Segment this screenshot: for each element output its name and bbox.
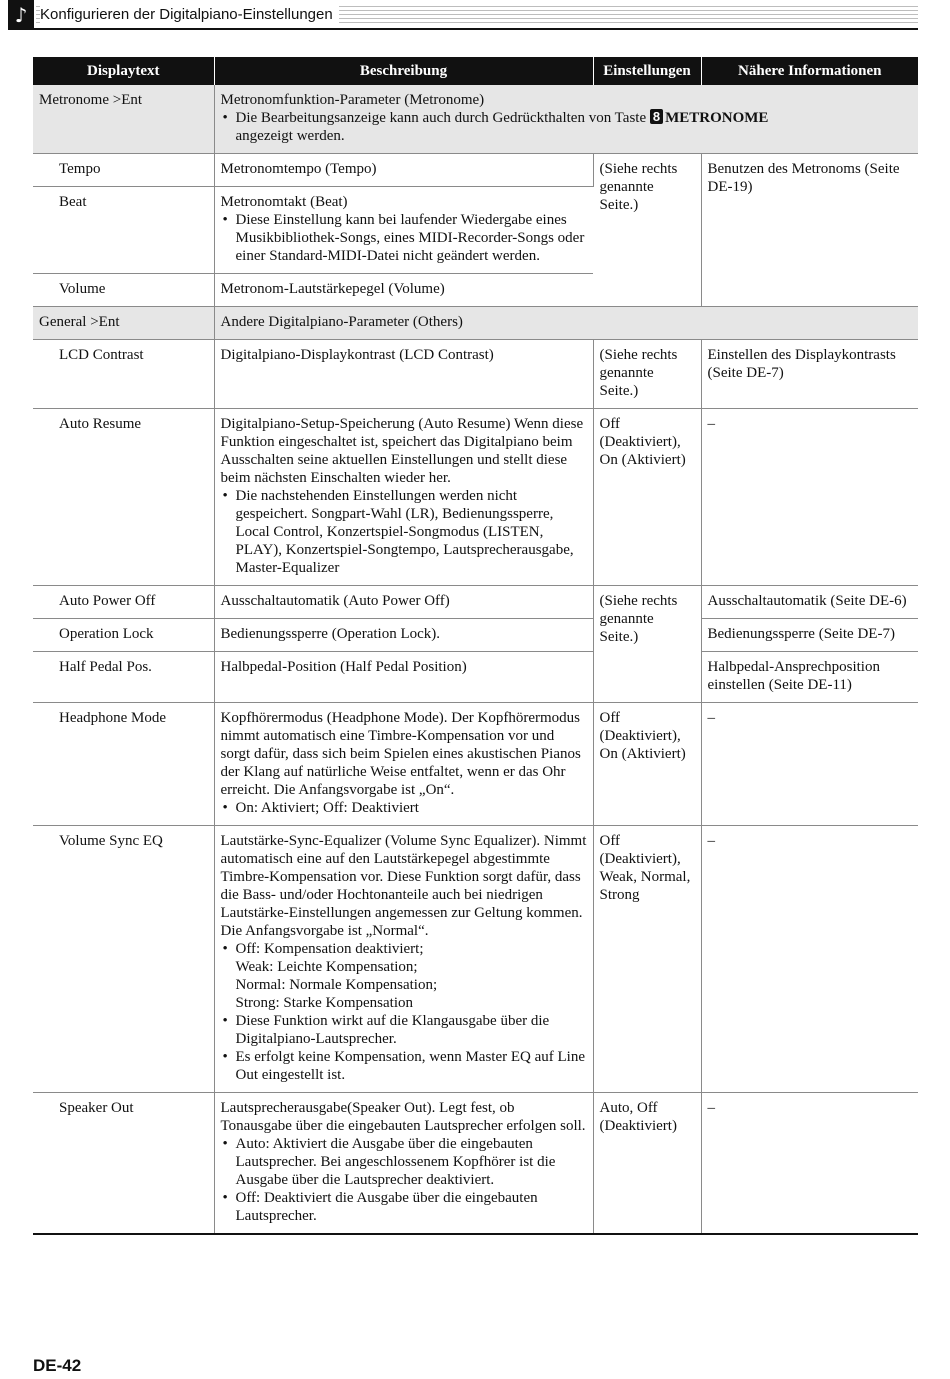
cell-name: Auto Resume — [33, 409, 214, 586]
table-header-row — [33, 57, 918, 85]
cell-name: Auto Power Off — [33, 586, 214, 619]
page-number: DE-42 — [33, 1356, 82, 1375]
bullet-item: • Es erfolgt keine Kompensation, wenn Master EQ auf Line Out eingestellt ist. — [221, 1048, 587, 1084]
cell-name: Metronome >Ent — [33, 85, 214, 154]
settings-table — [33, 57, 918, 1235]
page-title: Konfigurieren der Digitalpiano-Einstellungen — [40, 6, 339, 23]
cell-name: Volume Sync EQ — [33, 826, 214, 1093]
bullet-line: Normal: Normale Kompensation; — [235, 977, 438, 993]
table-row-metronome — [33, 85, 918, 154]
cell-description: Halbpedal-Position (Half Pedal Position) — [214, 652, 593, 703]
cell-name: LCD Contrast — [33, 340, 214, 409]
table-row-general — [33, 307, 918, 340]
cell-description: Digitalpiano-Displaykontrast (LCD Contrast) — [214, 340, 593, 409]
cell-description — [214, 187, 593, 274]
description-text: Kopfhörermodus (Headphone Mode). Der Kopfhörermodus nimmt automatisch eine Timbre-Kompensation vor und sorgt dafür, dass sich beim Spielen eines akustischen Pianos der Klang auf natürliche Weise entfaltet, wenn er das Ohr erreicht. Die Anfangsvorgabe ist „On“. — [220, 710, 581, 798]
bullet-item: • Auto: Aktiviert die Ausgabe über die eingebauten Lautsprecher. Bei angeschlossenem Kopfhörer ist die Ausgabe über die Lautsprecher deaktiviert. — [221, 1135, 587, 1189]
bullet-list — [221, 1135, 587, 1225]
cell-description — [214, 1093, 593, 1235]
bullet-list — [221, 109, 913, 145]
cell-name: Beat — [33, 187, 214, 274]
cell-info: Bedienungssperre (Seite DE-7) — [701, 619, 918, 652]
column-header-beschreibung: Beschreibung — [214, 57, 593, 85]
cell-description — [214, 409, 593, 586]
description-text: Metronomtakt (Beat) — [220, 194, 348, 210]
page-header — [8, 0, 918, 30]
cell-description: Metronomtempo (Tempo) — [214, 154, 593, 187]
cell-description — [214, 85, 918, 154]
description-text: Lautsprecherausgabe(Speaker Out). Legt fest, ob Tonausgabe über die eingebauten Lautsprecher erfolgen soll. — [220, 1100, 586, 1134]
cell-setting: Off (Deaktiviert), On (Aktiviert) — [593, 409, 701, 586]
column-header-einstellungen: Einstellungen — [593, 57, 701, 85]
bullet-list — [221, 211, 588, 265]
table-row-tempo — [33, 154, 918, 187]
bullet-item: • Off: Deaktiviert die Ausgabe über die eingebauten Lautsprecher. — [221, 1189, 587, 1225]
key-number-badge: 8 — [650, 109, 663, 124]
cell-setting: (Siehe rechts genannte Seite.) — [593, 586, 701, 703]
cell-name: Volume — [33, 274, 214, 307]
bullet-list — [221, 799, 587, 817]
cell-name: Headphone Mode — [33, 703, 214, 826]
bullet-text: Die Bearbeitungsanzeige kann auch durch Gedrückthalten von Taste — [235, 110, 647, 126]
music-note-icon: ♪ — [8, 0, 34, 30]
header-underline — [8, 28, 918, 30]
cell-info: Einstellen des Displaykontrasts (Seite DE-7) — [701, 340, 918, 409]
table-row-speaker-out — [33, 1093, 918, 1235]
cell-info: Ausschaltautomatik (Seite DE-6) — [701, 586, 918, 619]
bullet-item: • Die nachstehenden Einstellungen werden nicht gespeichert. Songpart-Wahl (LR), Bedienungssperre, Local Control, Konzertspiel-Songmodus (LISTEN, PLAY), Konzertspiel-Songtempo, Lautsprecherausgabe, Master-Equalizer — [221, 487, 587, 577]
table-row-headphone-mode — [33, 703, 918, 826]
bullet-item — [221, 940, 587, 1012]
bullet-line: • Off: Kompensation deaktiviert; — [235, 941, 424, 957]
cell-info: – — [701, 409, 918, 586]
description-text: Lautstärke-Sync-Equalizer (Volume Sync Equalizer). Nimmt automatisch eine auf den Lautstärkepegel abgestimmte Timbre-Kompensation vor. Diese Funktion sorgt dafür, dass die Bass- und/oder Hochtonanteile auch bei niedrigen Lautstärke-Einstellungen angemessen zur Geltung kommen. Die Anfangsvorgabe ist „Normal“. — [220, 833, 587, 939]
bullet-item: • Diese Funktion wirkt auf die Klangausgabe über die Digitalpiano-Lautsprecher. — [221, 1012, 587, 1048]
cell-info: Halbpedal-Ansprechposition einstellen (Seite DE-11) — [701, 652, 918, 703]
cell-info: – — [701, 703, 918, 826]
cell-info: – — [701, 1093, 918, 1235]
cell-description: Andere Digitalpiano-Parameter (Others) — [214, 307, 918, 340]
cell-description: Metronom-Lautstärkepegel (Volume) — [214, 274, 593, 307]
bullet-item: • Diese Einstellung kann bei laufender Wiedergabe eines Musikbibliothek-Songs, eines MIDI-Recorder-Songs oder einer Standard-MIDI-Datei nicht geändert werden. — [221, 211, 588, 265]
table-row-auto-resume — [33, 409, 918, 586]
table-row-operation-lock — [33, 619, 918, 652]
cell-description: Ausschaltautomatik (Auto Power Off) — [214, 586, 593, 619]
bullet-item — [221, 109, 913, 145]
table-row-lcd-contrast — [33, 340, 918, 409]
table-row-volume-sync-eq — [33, 826, 918, 1093]
cell-name: Half Pedal Pos. — [33, 652, 214, 703]
table-row-half-pedal — [33, 652, 918, 703]
cell-setting: (Siehe rechts genannte Seite.) — [593, 340, 701, 409]
cell-setting: Off (Deaktiviert), On (Aktiviert) — [593, 703, 701, 826]
table-row-auto-power-off — [33, 586, 918, 619]
bullet-line: Strong: Starke Kompensation — [235, 995, 413, 1011]
bullet-line: Weak: Leichte Kompensation; — [235, 959, 418, 975]
key-label: METRONOME — [665, 110, 769, 126]
bullet-list — [221, 487, 587, 577]
cell-setting: Auto, Off (Deaktiviert) — [593, 1093, 701, 1235]
column-header-displaytext: Displaytext — [33, 57, 214, 85]
column-header-informationen: Nähere Informationen — [701, 57, 918, 85]
bullet-item: • On: Aktiviert; Off: Deaktiviert — [221, 799, 587, 817]
cell-info: Benutzen des Metronoms (Seite DE-19) — [701, 154, 918, 307]
bullet-list — [221, 940, 587, 1084]
cell-description: Bedienungssperre (Operation Lock). — [214, 619, 593, 652]
cell-name: General >Ent — [33, 307, 214, 340]
cell-setting: (Siehe rechts genannte Seite.) — [593, 154, 701, 307]
cell-name: Operation Lock — [33, 619, 214, 652]
description-text: Metronomfunktion-Parameter (Metronome) — [220, 92, 485, 108]
cell-setting: Off (Deaktiviert), Weak, Normal, Strong — [593, 826, 701, 1093]
description-text: Digitalpiano-Setup-Speicherung (Auto Resume) Wenn diese Funktion eingeschaltet ist, speichert das Digitalpiano beim Ausschalten seine aktuellen Einstellungen und stellt diese beim nächsten Einschalten wieder her. — [220, 416, 584, 486]
cell-name: Tempo — [33, 154, 214, 187]
cell-info: – — [701, 826, 918, 1093]
cell-description — [214, 826, 593, 1093]
bullet-text-end: angezeigt werden. — [235, 128, 345, 144]
cell-description — [214, 703, 593, 826]
cell-name: Speaker Out — [33, 1093, 214, 1235]
